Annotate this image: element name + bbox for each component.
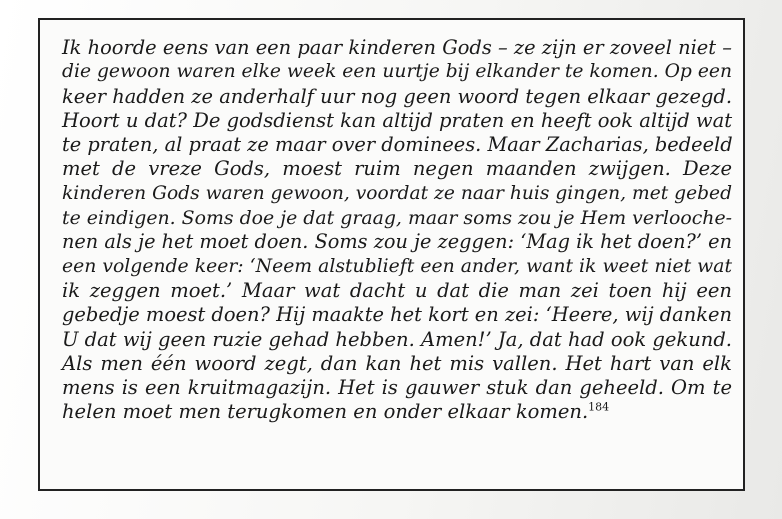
quote-line: Hoort u dat? De godsdienst kan altijd praten en heeft ook altijd wat (62, 108, 733, 132)
footnote-marker: 184 (588, 400, 610, 414)
quote-line: kinderen Gods waren gewoon, voordat ze naar huis gingen, met gebed (62, 182, 732, 204)
quote-line: te eindigen. Soms doe je dat graag, maar soms zou je Hem verlooche- (62, 207, 732, 230)
quote-text (62, 36, 732, 425)
quote-box (38, 18, 745, 491)
quote-line: nen als je het moet doen. Soms zou je zeggen: ‘Mag ik het doen?’ en (62, 230, 732, 254)
quote-line: die gewoon waren elke week een uurtje bij elkander te komen. Op een (62, 61, 732, 83)
quote-line: mens is een kruitmagazijn. Het is gauwer stuk dan geheeld. Om te (62, 376, 732, 400)
quote-line: helen moet men terugkomen en onder elkaar komen. (62, 400, 589, 424)
quote-line-last (62, 400, 732, 424)
quote-line: gebedje moest doen? Hij maakte het kort en zei: ‘Heere, wij danken (62, 303, 732, 327)
quote-line: met de vreze Gods, moest ruim negen maanden zwijgen. Deze (62, 157, 732, 181)
quote-line: keer hadden ze anderhalf uur nog geen woord tegen elkaar gezegd. (62, 84, 732, 108)
quote-line: een volgende keer: ‘Neem alstublieft een ander, want ik weet niet wat (62, 255, 732, 277)
quote-line: Als men één woord zegt, dan kan het mis vallen. Het hart van elk (62, 351, 732, 375)
quote-line: U dat wij geen ruzie gehad hebben. Amen!’ Ja, dat had ook gekund. (62, 327, 732, 351)
quote-line: Ik hoorde eens van een paar kinderen Gods – ze zijn er zoveel niet – (62, 36, 732, 59)
quote-line: ik zeggen moet.’ Maar wat dacht u dat die man zei toen hij een (62, 278, 732, 302)
quote-line: te praten, al praat ze maar over dominees. Maar Zacharias, bedeeld (62, 133, 733, 157)
